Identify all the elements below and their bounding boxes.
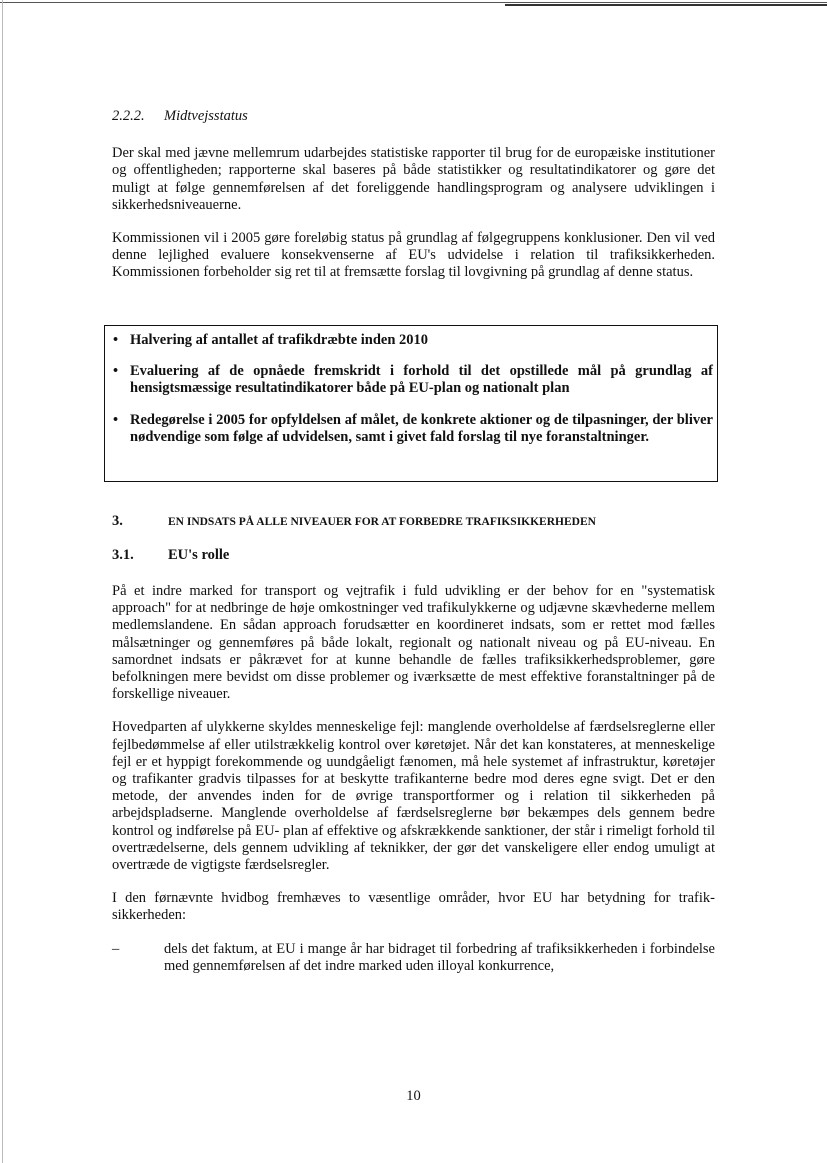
list-item-text: Halvering af antallet af trafikdræbte inden 2010 — [130, 332, 429, 348]
bullet-icon: • — [113, 363, 119, 380]
dash-item-text: dels det faktum, at EU i mange år har bidraget til forbedring af trafiksikkerheden i forbindelse med gennemførelsen af det indre marked uden illoyal konkurrence, — [164, 940, 715, 974]
section-number: 2.2.2. — [112, 108, 145, 124]
section-heading-31 — [112, 547, 715, 564]
paragraph: Hovedparten af ulykkerne skyldes menneskelige fejl: manglende overholdelse af færdselsreglerne eller fejlbedømmelse af eller utilstrækkelig kontrol over køretøjet. Når det kan konstateres, at menneskelige fejl er et hyppigt forekommende og uundgåeligt fænomen, må hele systemet af infrastruktur, køretøjer og trafikanter gradvis tilpasses for at beskytte trafikanterne bedre mod deres egne svigt. Det er den metode, der anvendes inden for de øvrige transportformer og i relation til sikkerheden på arbejdspladserne. Manglende overholdelse af færdselsreglerne bør bekæmpes dels gennem bedre kontrol og indførelse på EU- plan af effektive og afskrækkende sanktioner, der står i rimeligt forhold til overtrædelserne, dels gennem udvikling af teknikker, der gør det vanskeligere eller endog umuligt at overtræde de vigtigste færdselsregler. — [112, 719, 715, 874]
scan-edge-top — [0, 2, 827, 3]
paragraph: I den førnævnte hvidbog fremhæves to væsentlige områder, hvor EU har betydning for trafiksikkerheden: — [112, 890, 715, 924]
summary-list — [105, 326, 717, 446]
summary-box — [104, 325, 718, 482]
section-heading-3 — [112, 513, 715, 530]
paragraph: Der skal med jævne mellemrum udarbejdes statistiske rapporter til brug for de europæiske institutioner og offentligheden; rapporterne skal baseres på både statistikker og resultatindikatorer og gøre det muligt at følge gennemførelsen af det foreliggende handlingsprogram og analysere udviklingen i sikkerhedsniveauerne. — [112, 145, 715, 213]
section-title: EN INDSATS PÅ ALLE NIVEAUER FOR AT FORBEDRE TRAFIKSIKKERHEDEN — [168, 516, 596, 528]
scan-edge-left — [2, 0, 3, 1163]
bullet-icon: • — [113, 411, 119, 428]
list-item — [113, 332, 713, 349]
dash-list-item — [112, 941, 715, 975]
dash-icon: – — [112, 940, 120, 957]
list-item — [113, 412, 713, 446]
document-body-bottom — [112, 583, 715, 975]
paragraph: Kommissionen vil i 2005 gøre foreløbig status på grundlag af følgegruppens konklusioner. Den vil ved denne lejlighed evaluere konsekvenserne af EU's udvidelse i relation til trafiksikkerheden. Kommissionen forbeholder sig ret til at fremsætte forslag til lovgivning på grundlag af denne status. — [112, 230, 715, 281]
page-number: 10 — [406, 1088, 421, 1104]
section-heading-222 — [112, 108, 715, 125]
section-number: 3.1. — [112, 547, 134, 563]
document-body-top — [112, 108, 715, 298]
paragraph: På et indre marked for transport og vejtrafik i fuld udvikling er der behov for en "systematisk approach" for at nedbringe de høje omkostninger ved trafikulykkerne og udjævne skævhederne mellem medlemslandene. En sådan approach forudsætter en koordineret indsats, som er rettet mod fælles målsætninger og gennemføres på både lokalt, regionalt og nationalt niveau og på EU-niveau. En samordnet indsats er påkrævet for at kunne behandle de fælles trafiksikkerhedsproblemer, gøre befolkningen mere bevidst om disse problemer og iværksætte de mest effektive foranstaltninger på de forskellige niveauer. — [112, 583, 715, 703]
list-item-text: Evaluering af de opnåede fremskridt i forhold til det opstillede mål på grundlag af hensigtsmæssige resultatindikatorer både på EU-plan og nationalt plan — [130, 363, 713, 397]
list-item-text: Redegørelse i 2005 for opfyldelsen af målet, de konkrete aktioner og de tilpasninger, der bliver nødvendige som følge af udvidelsen, samt i givet fald forslag til nye foranstaltninger. — [130, 411, 713, 445]
list-item — [113, 363, 713, 397]
bullet-icon: • — [113, 332, 119, 348]
section-number: 3. — [112, 513, 123, 529]
scan-edge-top-right — [505, 4, 827, 6]
section-title: Midtvejsstatus — [164, 108, 248, 124]
section-title: EU's rolle — [168, 547, 230, 563]
